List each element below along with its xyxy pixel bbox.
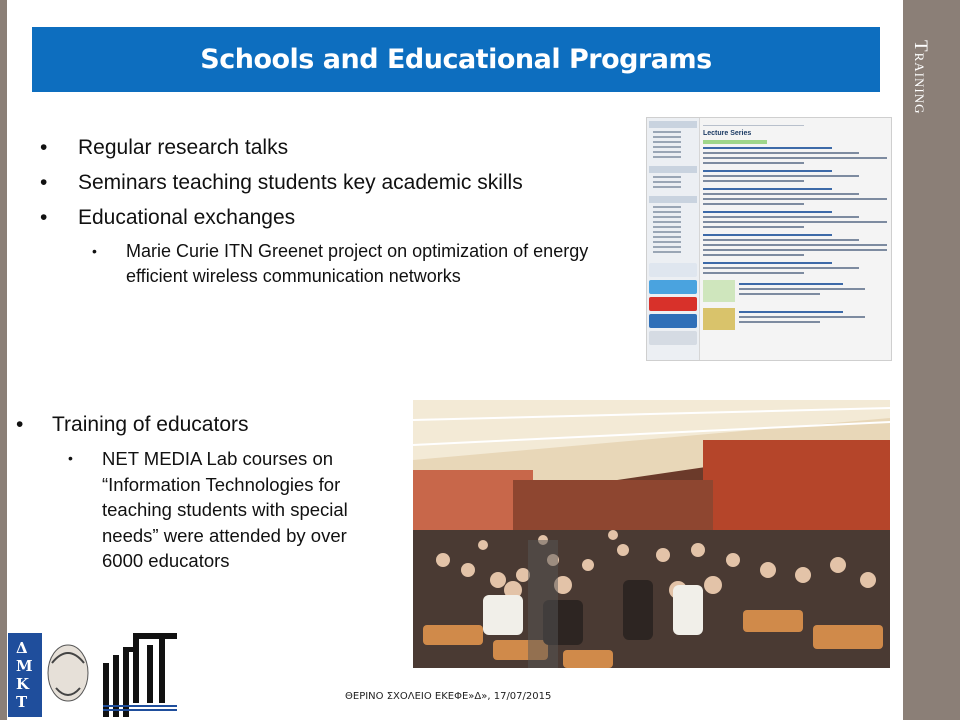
- sub-bullet-item: • NET MEDIA Lab courses on “Information Technologies for teaching students with special needs” were attended by over 6000 educators: [68, 448, 348, 571]
- svg-text:Δ: Δ: [16, 639, 28, 657]
- sub-bullet-item: • Marie Curie ITN Greenet project on optimization of energy efficient wireless communication networks: [92, 241, 589, 286]
- bullet-item: • Educational exchanges • Marie Curie ITN Greenet project on optimization of energy efficient wireless communication networks: [38, 200, 628, 289]
- iit-institute-logo: [101, 633, 179, 717]
- screenshot-main: [703, 122, 887, 330]
- section-label: Training: [910, 40, 931, 115]
- svg-text:Κ: Κ: [16, 675, 30, 693]
- bullet-list: [38, 130, 628, 289]
- lecture-hall-photo: [413, 400, 890, 668]
- website-screenshot-image: [646, 117, 892, 361]
- title-banner: [32, 27, 880, 92]
- bullet-item: • Regular research talks: [40, 136, 289, 159]
- bullet-list-2: [14, 410, 364, 574]
- slide-title: Schools and Educational Programs: [200, 44, 712, 75]
- bullet-item: • Seminars teaching students key academic skills: [40, 171, 523, 194]
- screenshot-nav: [647, 118, 700, 360]
- svg-text:Μ: Μ: [16, 657, 33, 675]
- bullet-item: • Training of educators • NET MEDIA Lab courses on “Information Technologies for teaching students with special needs” were attended by over 6000 educators: [14, 410, 364, 574]
- footer-text: ΘΕΡΙΝΟ ΣΧΟΛΕΙΟ ΕΚΕΦΕ»Δ», 17/07/2015: [345, 691, 552, 702]
- demokritos-logo: [8, 633, 93, 717]
- left-edge-bar: [0, 0, 7, 720]
- svg-text:Τ: Τ: [16, 693, 28, 711]
- screenshot-heading: Lecture Series: [703, 130, 752, 137]
